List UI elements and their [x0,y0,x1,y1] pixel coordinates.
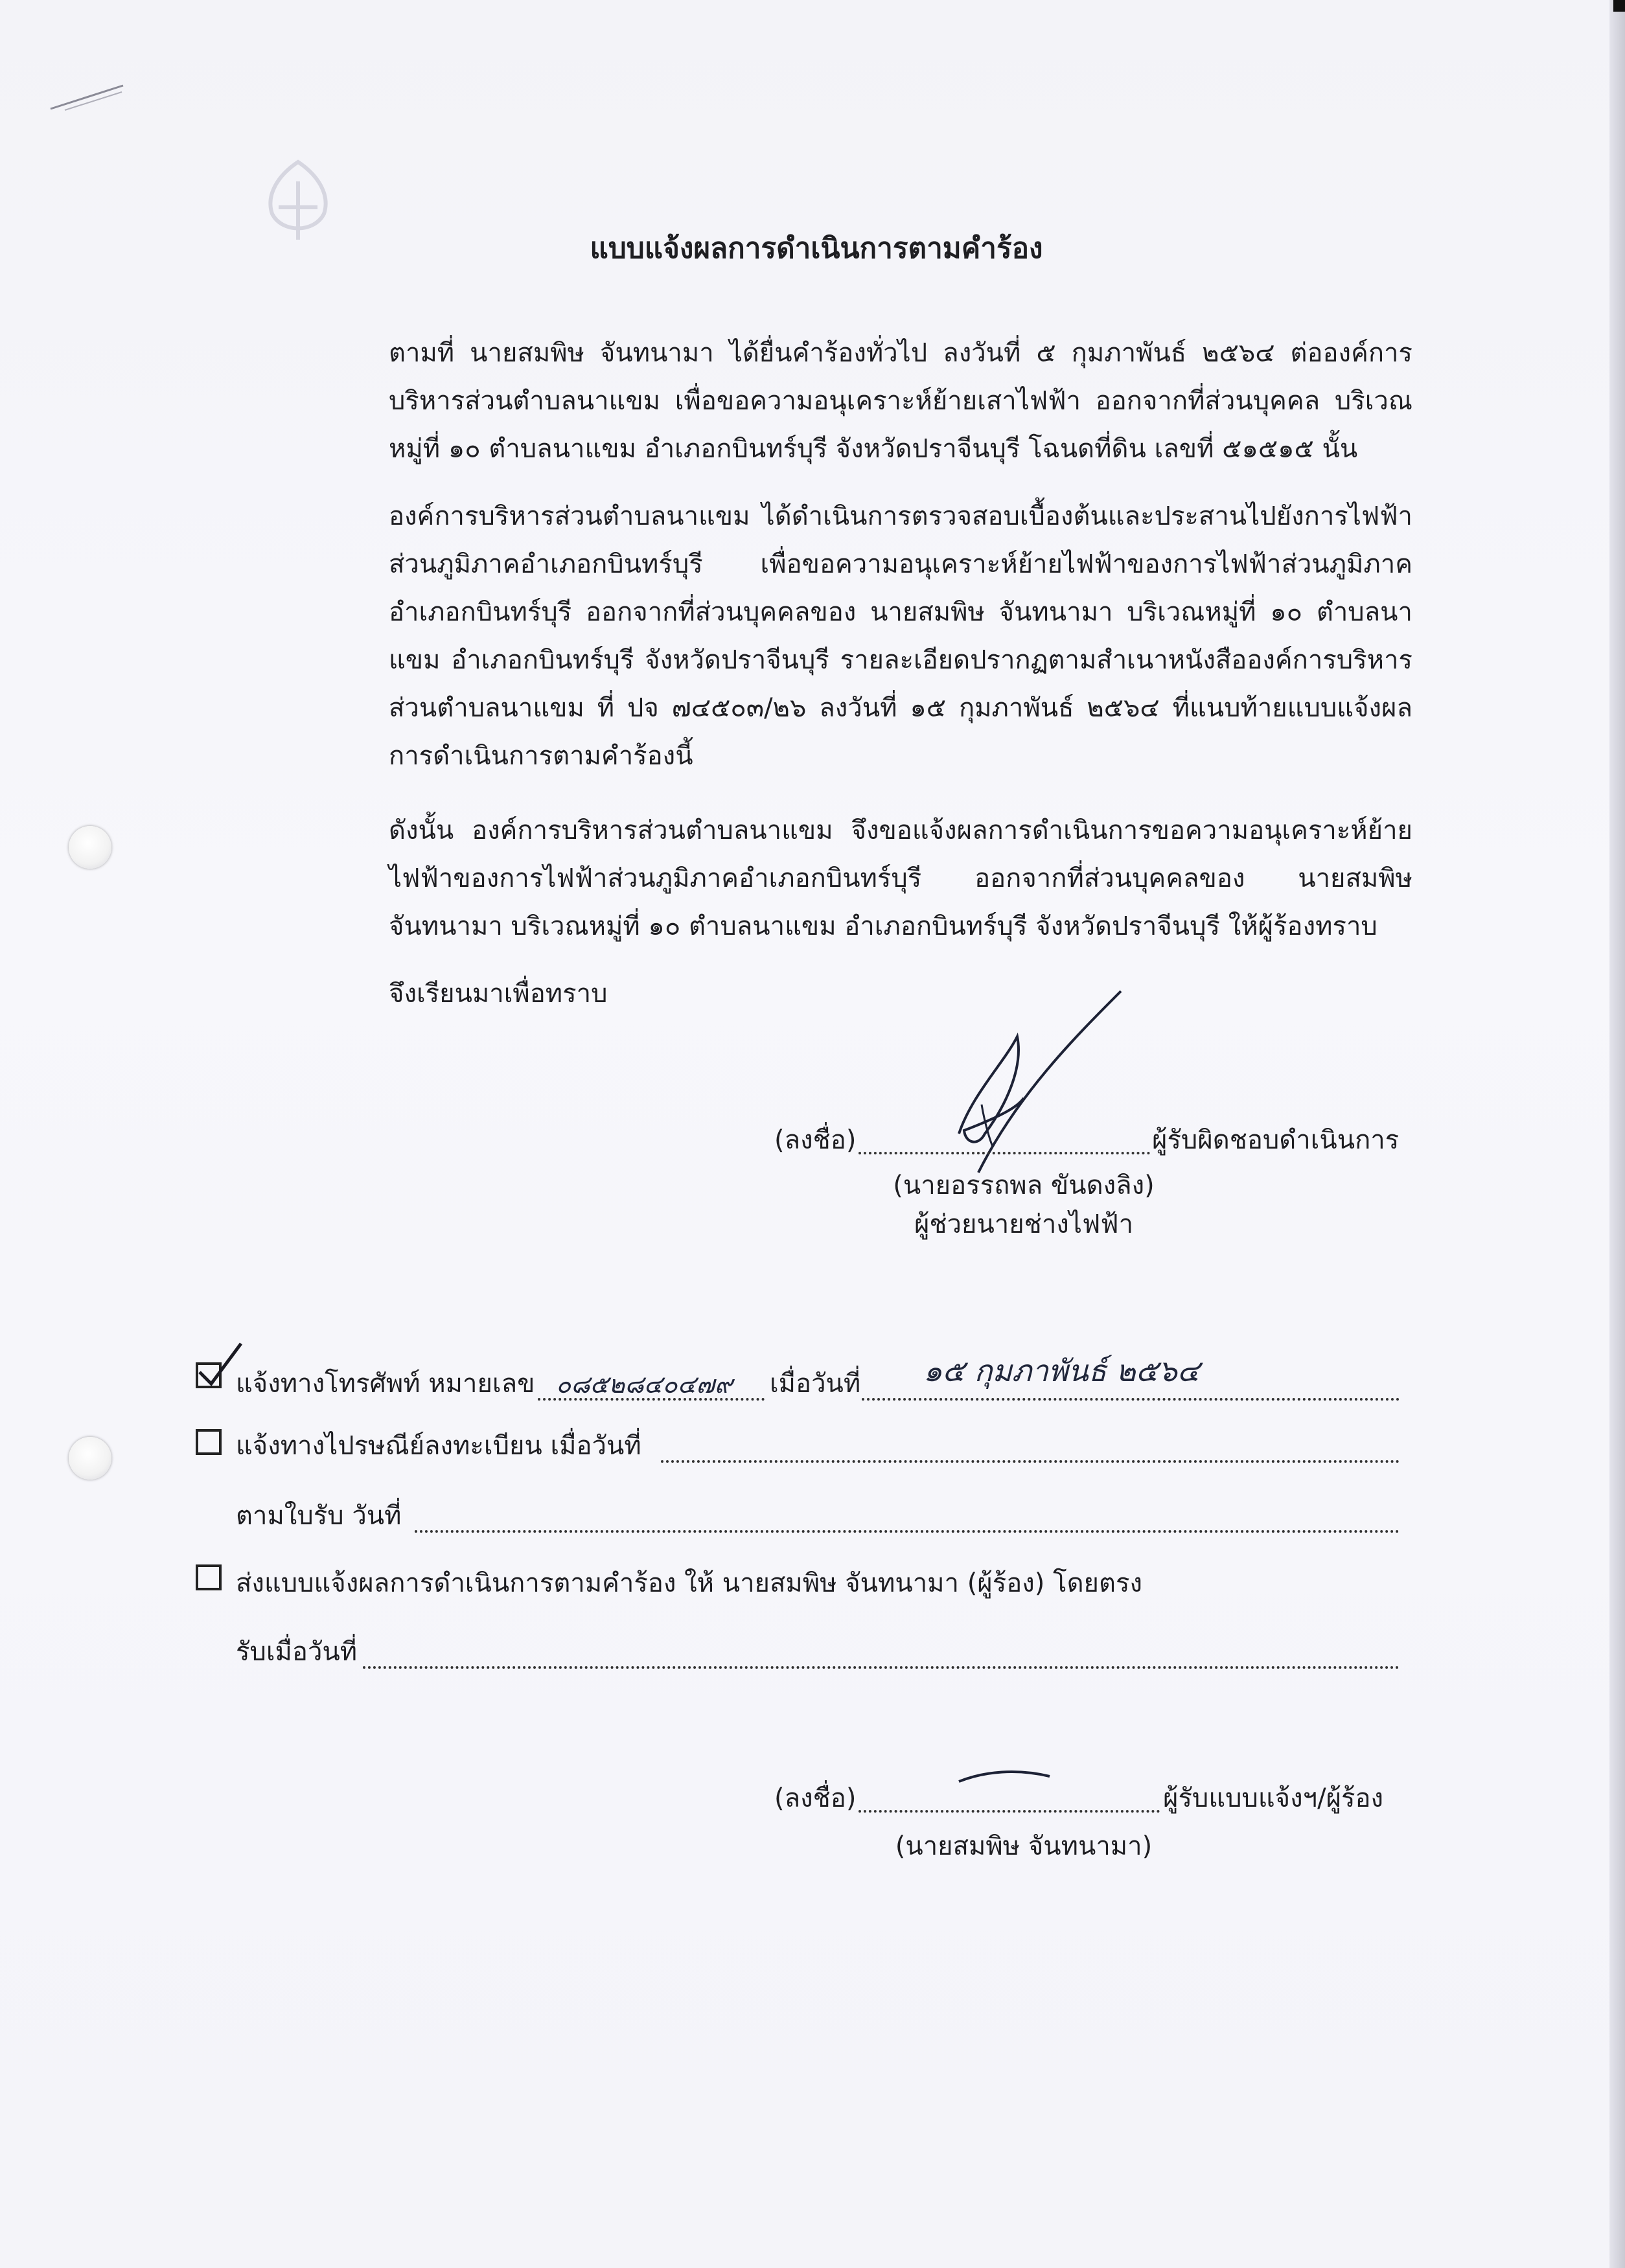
petitioner-sign-line [859,1810,1160,1813]
paragraph-2-text: องค์การบริหารส่วนตำบลนาแขม ได้ดำเนินการตรวจสอบเบื้องต้นและประสานไปยังการไฟฟ้าส่วนภูมิภาคอำเภอกบินทร์บุรี เพื่อขอความอนุเคราะห์ย้ายไฟฟ้าของการไฟฟ้าส่วนภูมิภาคอำเภอกบินทร์บุรี ออกจากที่ส่วนบุคคลของ นายสมพิษ จันทนามา บริเวณหมู่ที่ ๑๐ ตำบลนาแขม อำเภอกบินทร์บุรี จังหวัดปราจีนบุรี รายละเอียดปรากฏตามสำเนาหนังสือองค์การบริหารส่วนตำบลนาแขม ที่ ปจ ๗๔๕๐๓/๒๖ ลงวันที่ ๑๕ กุมภาพันธ์ ๒๕๖๔ ที่แนบท้ายแบบแจ้งผลการดำเนินการตามคำร้องนี้ [389,501,1412,771]
officer-role: ผู้รับผิดชอบดำเนินการ [1152,1125,1400,1155]
petitioner-signature [952,1762,1056,1788]
petitioner-role: ผู้รับแบบแจ้งฯ/ผู้ร้อง [1163,1783,1384,1813]
direct-label: ส่งแบบแจ้งผลการดำเนินการตามคำร้อง ให้ นายสมพิษ จันทนามา (ผู้ร้อง) โดยตรง [236,1568,1142,1598]
phone-date-line [862,1398,1400,1401]
phone-date-label: เมื่อวันที่ [770,1369,861,1399]
officer-sign-label: (ลงชื่อ) [774,1125,857,1155]
phone-number-line [538,1398,765,1401]
paragraph-request [292,329,1412,473]
petitioner-name: (นายสมพิษ จันทนามา) [895,1831,1153,1861]
received-label: รับเมื่อวันที่ [236,1637,358,1667]
page-edge [1609,0,1625,2268]
phone-label: แจ้งทางโทรศัพท์ หมายเลข [236,1369,535,1399]
phone-date-handwritten: ๑๕ กุมภาพันธ์ ๒๕๖๔ [923,1353,1200,1388]
receipt-label: ตามใบรับ วันที่ [236,1501,402,1531]
closing-line: จึงเรียนมาเพื่อทราบ [389,979,608,1009]
officer-sign-line [859,1152,1150,1154]
phone-number-handwritten: ๐๘๕๒๘๔๐๔๗๙ [556,1370,733,1399]
post-label: แจ้งทางไปรษณีย์ลงทะเบียน เมื่อวันที่ [236,1431,641,1461]
receipt-date-line [415,1530,1400,1533]
officer-signature [920,985,1140,1179]
petitioner-sign-label: (ลงชื่อ) [774,1783,857,1813]
show-through-emblem [253,155,343,253]
post-checkbox[interactable] [196,1429,222,1455]
officer-name-block [816,1166,1231,1244]
punch-hole-top [69,826,111,869]
petitioner-name-block [816,1827,1231,1866]
paragraph-action [292,492,1412,780]
paragraph-result [292,807,1412,950]
received-date-line [363,1666,1400,1669]
punch-hole-bottom [69,1437,111,1480]
pen-scratch-mark [45,78,130,117]
direct-checkbox[interactable] [196,1564,222,1590]
officer-position: ผู้ช่วยนายช่างไฟฟ้า [914,1209,1134,1239]
paragraph-3-text: ดังนั้น องค์การบริหารส่วนตำบลนาแขม จึงขอแจ้งผลการดำเนินการขอความอนุเคราะห์ย้ายไฟฟ้าของการไฟฟ้าส่วนภูมิภาคอำเภอกบินทร์บุรี ออกจากที่ส่วนบุคคลของ นายสมพิษ จันทนามา บริเวณหมู่ที่ ๑๐ ตำบลนาแขม อำเภอกบินทร์บุรี จังหวัดปราจีนบุรี ให้ผู้ร้องทราบ [389,816,1412,941]
page-corner [1613,0,1625,12]
paragraph-1-text: ตามที่ นายสมพิษ จันทนามา ได้ยื่นคำร้องทั่วไป ลงวันที่ ๕ กุมภาพันธ์ ๒๕๖๔ ต่อองค์การบริหารส่วนตำบลนาแขม เพื่อขอความอนุเคราะห์ย้ายเสาไฟฟ้า ออกจากที่ส่วนบุคคล บริเวณ หมู่ที่ ๑๐ ตำบลนาแขม อำเภอกบินทร์บุรี จังหวัดปราจีนบุรี โฉนดที่ดิน เลขที่ ๕๑๕๑๕ นั้น [389,338,1412,464]
officer-name: (นายอรรถพล ขันดงลิง) [893,1171,1155,1200]
post-date-line [661,1460,1400,1463]
page-title: แบบแจ้งผลการดำเนินการตามคำร้อง [590,232,1043,265]
